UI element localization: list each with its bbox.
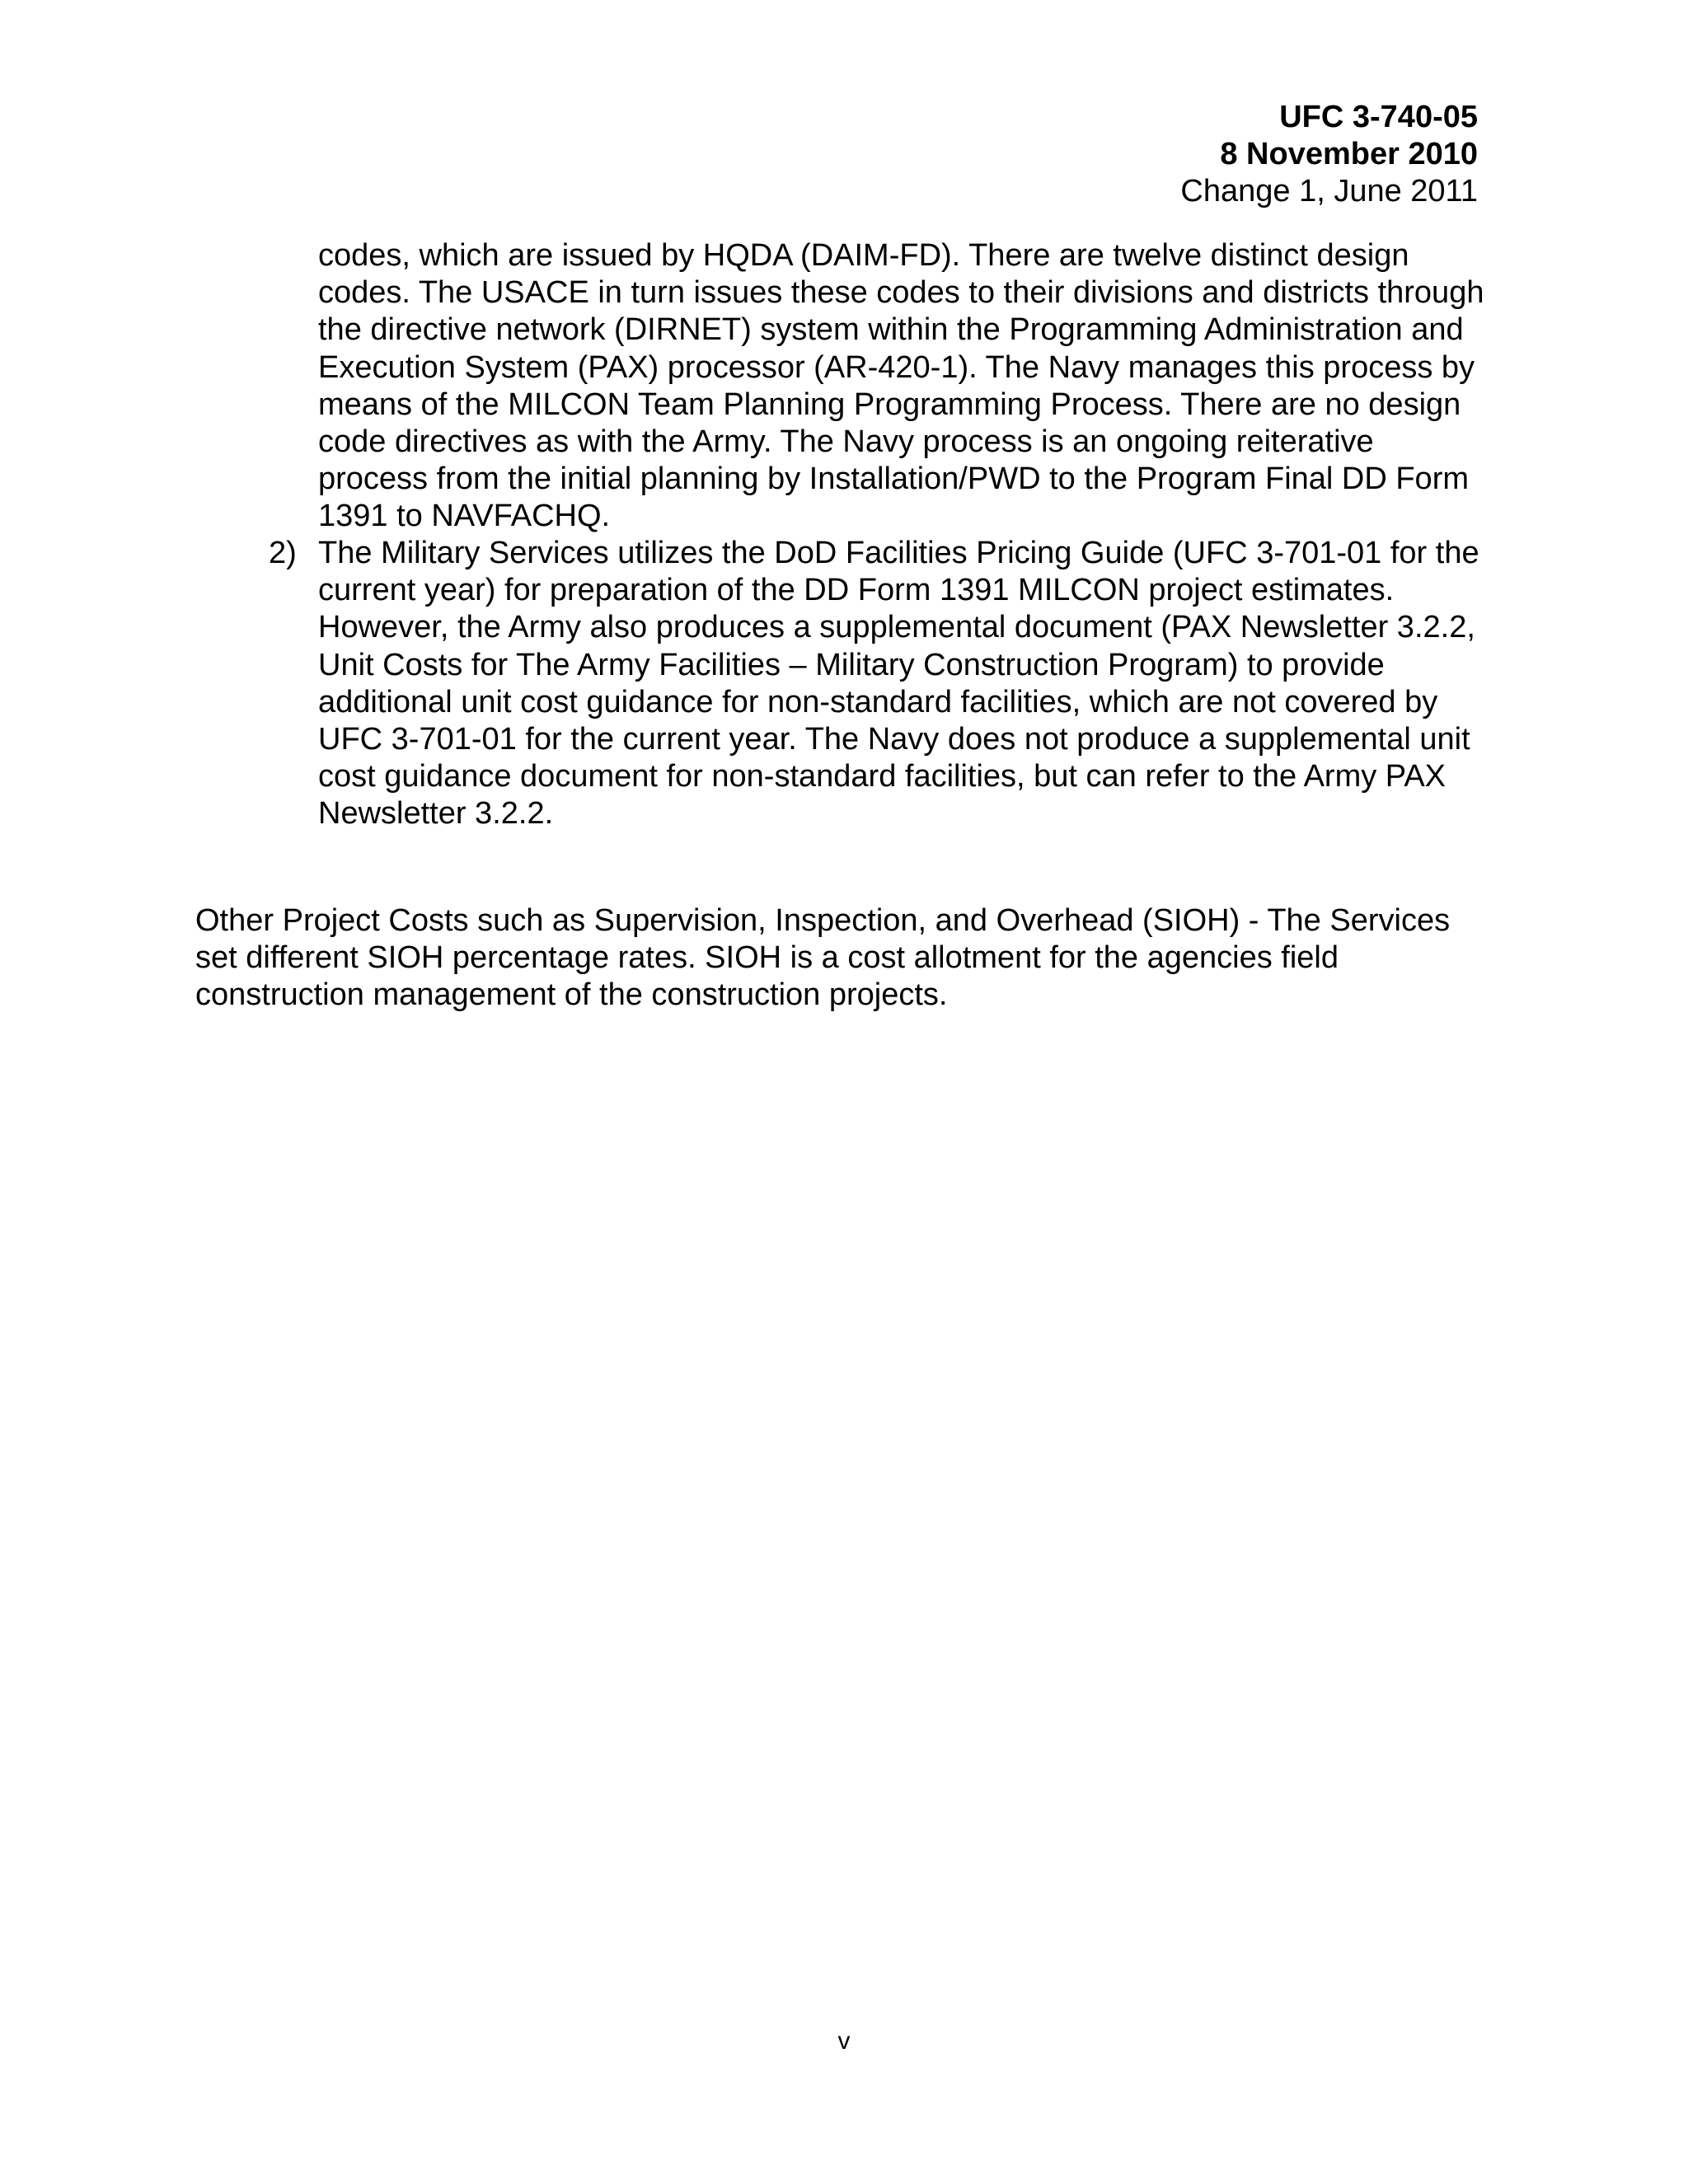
- change-notice: Change 1, June 2011: [1180, 174, 1478, 209]
- list-marker: 2): [269, 536, 297, 570]
- document-header: [1180, 99, 1478, 210]
- continued-paragraph: codes, which are issued by HQDA (DAIM-FD). There are twelve distinct design codes. The USACE in turn issues these codes to their divisions and districts through the directive network (DIRNET) system within the Programming Administration and Execution System (PAX) processor (AR-420-1). The Navy manages this process by means of the MILCON Team Planning Programming Process. There are no design code directives as with the Army. The Navy process is an ongoing reiterative process from the initial planning by Installation/PWD to the Program Final DD Form 1391 to NAVFACHQ.: [318, 238, 1484, 534]
- document-number: UFC 3-740-05: [1279, 100, 1478, 134]
- other-project-costs-paragraph: Other Project Costs such as Supervision, Inspection, and Overhead (SIOH) - The Services set different SIOH percentage rates. SIOH is a cost allotment for the agencies field construction management of the construction projects.: [195, 903, 1451, 1013]
- list-item-text: The Military Services utilizes the DoD Facilities Pricing Guide (UFC 3-701-01 for the current year) for preparation of the DD Form 1391 MILCON project estimates. However, the Army also produces a supplemental document (PAX Newsletter 3.2.2, Unit Costs for The Army Facilities – Military Construction Program) to provide additional unit cost guidance for non-standard facilities, which are not covered by UFC 3-701-01 for the current year. The Navy does not produce a supplemental unit cost guidance document for non-standard facilities, but can refer to the Army PAX Newsletter 3.2.2.: [318, 536, 1479, 832]
- page-number: v: [837, 2027, 851, 2055]
- document-date: 8 November 2010: [1220, 137, 1478, 171]
- list-item-2: [264, 535, 1492, 833]
